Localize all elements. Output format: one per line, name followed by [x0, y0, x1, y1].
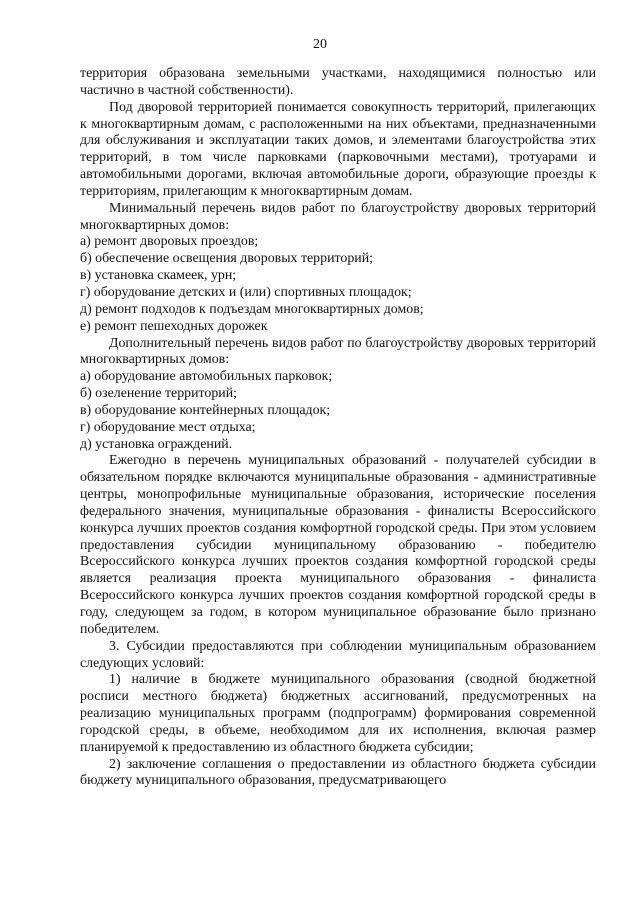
list-item: е) ремонт пешеходных дорожек	[80, 318, 268, 334]
paragraph-courtyard-definition: Под дворовой территорией понимается совокупность территорий, прилегающих к многоквартирным домам, с расположенными на них объектами, предназначенными для обслуживания и эксплуатации таких домов, и элементами благоустройства этих территорий, в том числе парковками (парковочными местами), тротуарами и автомобильными дорогами, включая автомобильные дороги, образующие проезды к территориям, прилегающим к многоквартирным домам.	[80, 99, 596, 199]
list-item: г) оборудование мест отдыха;	[80, 419, 256, 435]
list-item: в) установка скамеек, урн;	[80, 268, 237, 284]
list-item: а) ремонт дворовых проездов;	[80, 234, 259, 250]
paragraph-section-3: 3. Субсидии предоставляются при соблюдении муниципальным образованием следующих условий:	[80, 638, 596, 671]
list-item: в) оборудование контейнерных площадок;	[80, 402, 331, 418]
paragraph-additional-list-intro: Дополнительный перечень видов работ по благоустройству дворовых территорий многоквартирных домов:	[80, 335, 596, 368]
list-item: г) оборудование детских и (или) спортивных площадок;	[80, 284, 412, 300]
list-item: а) оборудование автомобильных парковок;	[80, 369, 333, 385]
paragraph-1: территория образована земельными участками, находящимися полностью или частично в частной собственности).	[80, 66, 596, 98]
list-item: д) установка ограждений.	[80, 436, 233, 452]
document-body	[80, 66, 596, 790]
paragraph-annual-list: Ежегодно в перечень муниципальных образований - получателей субсидии в обязательном порядке включаются муниципальные образования - административные центры, монопрофильные муниципальные образования, исторические поселения федерального значения, муниципальные образования - финалисты Всероссийского конкурса лучших проектов создания комфортной городской среды. При этом условием предоставления субсидии муниципальному образованию - победителю Всероссийского конкурса лучших проектов создания комфортной городской среды является реализация проекта муниципального образования - финалиста Всероссийского конкурса лучших проектов создания комфортной городской среды в году, следующем за годом, в котором муниципальное образование было признано победителем.	[80, 453, 596, 637]
page-number: 20	[313, 37, 327, 52]
list-item: д) ремонт подходов к подъездам многоквартирных домов;	[80, 301, 424, 317]
paragraph-condition-2: 2) заключение соглашения о предоставлении из областного бюджета субсидии бюджету муниципального образования, предусматривающего	[80, 756, 596, 789]
list-item: б) обеспечение освещения дворовых территорий;	[80, 251, 374, 267]
paragraph-minimal-list-intro: Минимальный перечень видов работ по благоустройству дворовых территорий многоквартирных домов:	[80, 200, 596, 233]
paragraph-condition-1: 1) наличие в бюджете муниципального образования (сводной бюджетной росписи местного бюджета) бюджетных ассигнований, предусмотренных на реализацию муниципальных программ (подпрограмм) формирования современной городской среды, в объеме, необходимом для их исполнения, включая размер планируемой к предоставлению из областного бюджета субсидии;	[80, 672, 596, 755]
list-item: б) озеленение территорий;	[80, 386, 238, 402]
